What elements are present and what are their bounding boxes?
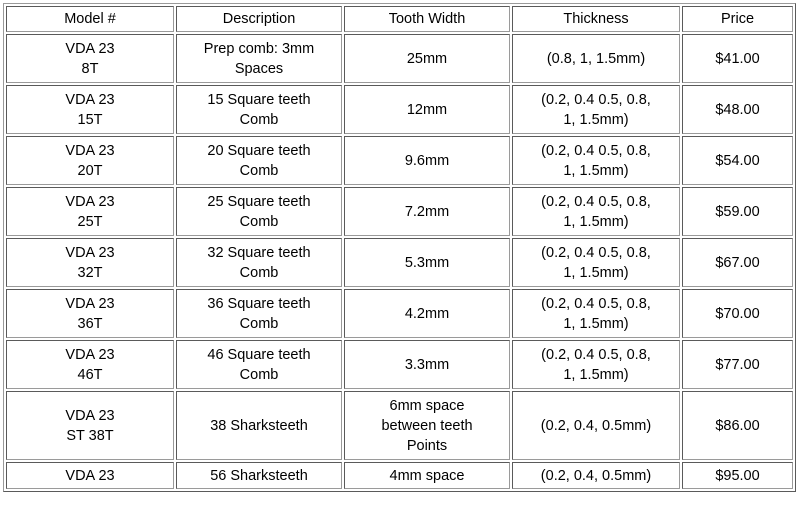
cell-thickness-line: 1, 1.5mm): [563, 111, 629, 128]
cell-thickness: [512, 462, 680, 489]
cell-thickness-line: (0.2, 0.4 0.5, 0.8,: [541, 346, 651, 363]
cell-model: [6, 136, 174, 185]
cell-tooth-width-line: 25mm: [406, 50, 448, 67]
cell-thickness: [512, 85, 680, 134]
cell-model-line: 8T: [81, 60, 99, 77]
cell-model: [6, 34, 174, 83]
cell-thickness-line: (0.2, 0.4 0.5, 0.8,: [541, 193, 651, 210]
cell-model-line: VDA 23: [65, 346, 115, 363]
cell-model: [6, 85, 174, 134]
price-table: [3, 3, 796, 492]
cell-thickness-line: (0.2, 0.4 0.5, 0.8,: [541, 91, 651, 108]
cell-tooth-width-line: 4mm space: [389, 467, 465, 484]
cell-description-line: 36 Square teeth: [207, 295, 311, 312]
cell-thickness-line: (0.2, 0.4 0.5, 0.8,: [541, 295, 651, 312]
cell-description: [176, 85, 342, 134]
table-row: [6, 187, 793, 236]
cell-thickness-line: (0.2, 0.4, 0.5mm): [540, 417, 652, 434]
cell-thickness: [512, 136, 680, 185]
table-row: [6, 136, 793, 185]
cell-tooth-width-line: 5.3mm: [404, 254, 450, 271]
cell-thickness: [512, 289, 680, 338]
cell-model-line: VDA 23: [65, 142, 115, 159]
cell-price: $59.00: [682, 187, 793, 236]
cell-tooth-width-line: 9.6mm: [404, 152, 450, 169]
cell-tooth-width-line: Points: [406, 437, 448, 454]
cell-price: $70.00: [682, 289, 793, 338]
cell-model-line: 25T: [77, 213, 103, 230]
table-body: [6, 34, 793, 489]
cell-tooth-width-line: between teeth: [381, 417, 473, 434]
cell-description-line: 20 Square teeth: [207, 142, 311, 159]
cell-thickness: [512, 34, 680, 83]
cell-tooth-width: [344, 238, 510, 287]
cell-description: [176, 34, 342, 83]
header-row: [6, 6, 793, 32]
cell-description-line: Prep comb: 3mm: [203, 40, 315, 57]
cell-description: [176, 462, 342, 489]
cell-description-line: Comb: [239, 162, 279, 179]
cell-description-line: Comb: [239, 366, 279, 383]
cell-tooth-width: [344, 136, 510, 185]
cell-description-line: 56 Sharksteeth: [210, 467, 308, 484]
cell-model-line: VDA 23: [65, 244, 115, 261]
cell-description: [176, 136, 342, 185]
cell-model-line: 46T: [77, 366, 103, 383]
cell-price: $54.00: [682, 136, 793, 185]
cell-tooth-width: [344, 289, 510, 338]
cell-model-line: 36T: [77, 315, 103, 332]
cell-price: $41.00: [682, 34, 793, 83]
header-model: Model #: [6, 6, 174, 32]
table-row: [6, 340, 793, 389]
cell-tooth-width: [344, 391, 510, 460]
cell-price: $48.00: [682, 85, 793, 134]
cell-thickness-line: (0.2, 0.4, 0.5mm): [540, 467, 652, 484]
cell-model: [6, 289, 174, 338]
cell-description-line: Comb: [239, 315, 279, 332]
cell-model-line: VDA 23: [65, 295, 115, 312]
cell-description: [176, 238, 342, 287]
cell-thickness-line: (0.2, 0.4 0.5, 0.8,: [541, 244, 651, 261]
table-row: [6, 238, 793, 287]
cell-description: [176, 340, 342, 389]
cell-description-line: 32 Square teeth: [207, 244, 311, 261]
cell-tooth-width-line: 3.3mm: [404, 356, 450, 373]
table-row: [6, 289, 793, 338]
header-tooth-width: Tooth Width: [344, 6, 510, 32]
cell-thickness: [512, 187, 680, 236]
cell-model-line: 15T: [77, 111, 103, 128]
header-description: Description: [176, 6, 342, 32]
table-row: [6, 462, 793, 489]
cell-model-line: VDA 23: [65, 407, 115, 424]
cell-tooth-width-line: 6mm space: [389, 397, 465, 414]
cell-model-line: VDA 23: [65, 467, 115, 484]
cell-model-line: 32T: [77, 264, 103, 281]
cell-tooth-width-line: 4.2mm: [404, 305, 450, 322]
cell-description-line: 38 Sharksteeth: [210, 417, 308, 434]
cell-description-line: Spaces: [234, 60, 284, 77]
cell-description-line: 25 Square teeth: [207, 193, 311, 210]
cell-thickness-line: 1, 1.5mm): [563, 366, 629, 383]
header-price: Price: [682, 6, 793, 32]
cell-description: [176, 289, 342, 338]
cell-description: [176, 391, 342, 460]
cell-tooth-width-line: 12mm: [406, 101, 448, 118]
cell-description-line: Comb: [239, 264, 279, 281]
cell-price: $67.00: [682, 238, 793, 287]
cell-tooth-width: [344, 187, 510, 236]
cell-model-line: VDA 23: [65, 40, 115, 57]
cell-thickness-line: 1, 1.5mm): [563, 315, 629, 332]
cell-tooth-width: [344, 85, 510, 134]
cell-tooth-width-line: 7.2mm: [404, 203, 450, 220]
cell-tooth-width: [344, 34, 510, 83]
cell-thickness: [512, 238, 680, 287]
cell-price: $95.00: [682, 462, 793, 489]
cell-price: $77.00: [682, 340, 793, 389]
cell-description-line: 15 Square teeth: [207, 91, 311, 108]
cell-description-line: Comb: [239, 111, 279, 128]
cell-model: [6, 462, 174, 489]
header-thickness: Thickness: [512, 6, 680, 32]
cell-description: [176, 187, 342, 236]
cell-model: [6, 187, 174, 236]
cell-thickness-line: (0.2, 0.4 0.5, 0.8,: [541, 142, 651, 159]
cell-thickness: [512, 340, 680, 389]
cell-thickness-line: 1, 1.5mm): [563, 213, 629, 230]
cell-thickness-line: 1, 1.5mm): [563, 162, 629, 179]
cell-description-line: 46 Square teeth: [207, 346, 311, 363]
cell-price: $86.00: [682, 391, 793, 460]
cell-model-line: ST 38T: [66, 427, 114, 444]
cell-model-line: VDA 23: [65, 91, 115, 108]
cell-description-line: Comb: [239, 213, 279, 230]
cell-tooth-width: [344, 462, 510, 489]
cell-thickness: [512, 391, 680, 460]
cell-model-line: VDA 23: [65, 193, 115, 210]
table-row: [6, 34, 793, 83]
cell-thickness-line: 1, 1.5mm): [563, 264, 629, 281]
cell-model: [6, 391, 174, 460]
cell-thickness-line: (0.8, 1, 1.5mm): [546, 50, 646, 67]
table-row: [6, 391, 793, 460]
cell-model: [6, 340, 174, 389]
cell-model: [6, 238, 174, 287]
table-row: [6, 85, 793, 134]
cell-model-line: 20T: [77, 162, 103, 179]
cell-tooth-width: [344, 340, 510, 389]
